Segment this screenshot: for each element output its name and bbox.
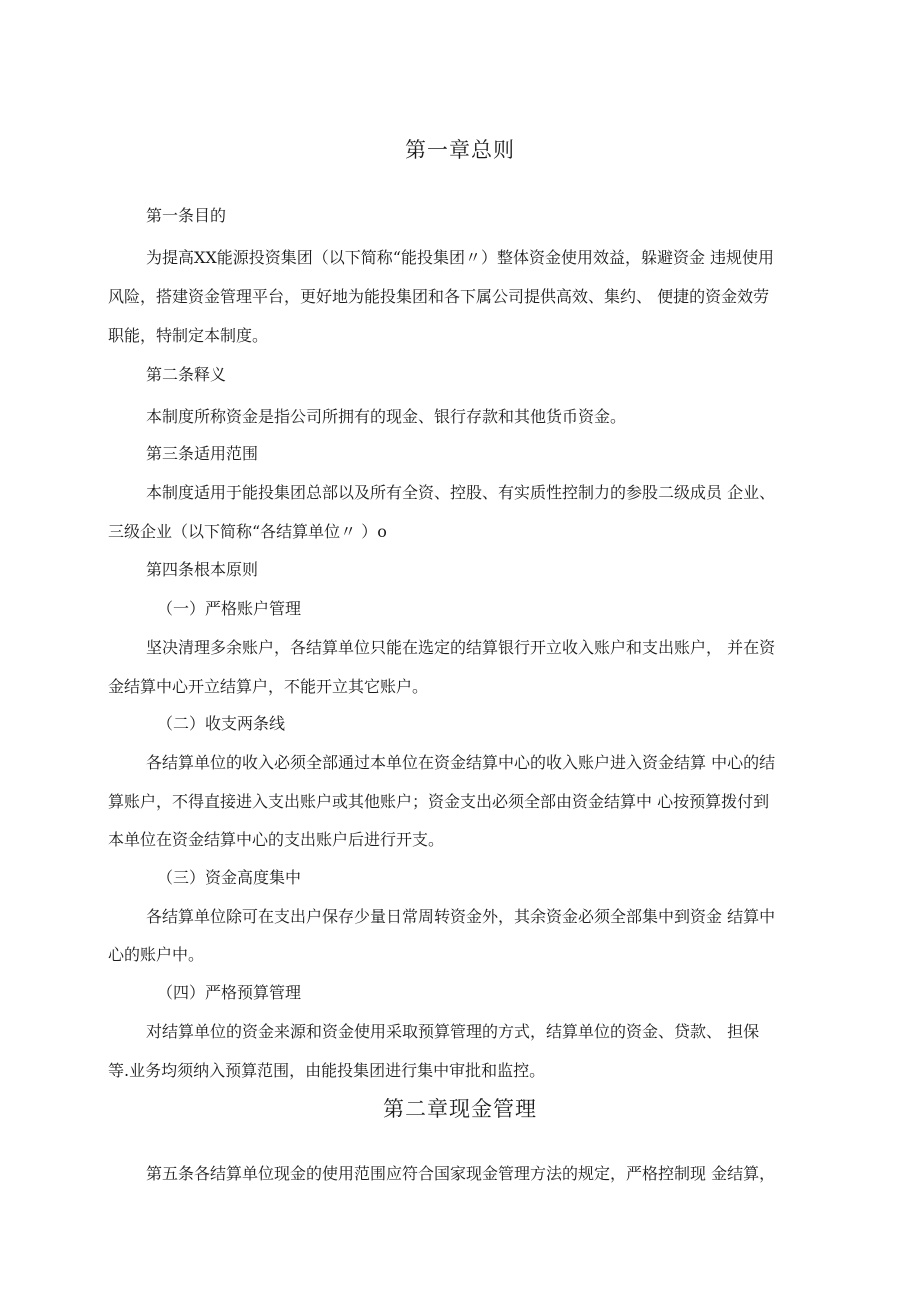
article-3-title: 第三条适用范围 (146, 444, 259, 463)
article-1-line-3: 职能，特制定本制度。 (108, 326, 269, 345)
chapter-2-title: 第二章现金管理 (383, 1097, 537, 1121)
article-1-line-1: 为提高XX能源投资集团（以下简称“能投集团〃）整体资金使用效益，躲避资金 违规使用 (146, 248, 775, 267)
principle-1-line-1: 坚决清理多余账户，各结算单位只能在选定的结算银行开立收入账户和支出账户， 并在资 (146, 638, 776, 657)
article-3-line-2: 三级企业（以下简称“各结算单位〃 ）o (108, 522, 387, 541)
principle-2-line-3: 本单位在资金结算中心的支出账户后进行开支。 (108, 830, 445, 849)
principle-4-line-1: 对结算单位的资金来源和资金使用采取预算管理的方式，结算单位的资金、贷款、 担保 (146, 1022, 760, 1041)
principle-3-line-1: 各结算单位除可在支出户保存少量日常周转资金外，其余资金必须全部集中到资金 结算中 (146, 907, 776, 926)
principle-3-label: （三）资金高度集中 (157, 868, 302, 887)
principle-4-label: （四）严格预算管理 (157, 983, 302, 1002)
principle-2-line-2: 算账户，不得直接进入支出账户或其他账户；资金支出必须全部由资金结算中 心按预算拨付到 (108, 792, 770, 811)
principle-2-label: （二）收支两条线 (157, 714, 286, 733)
article-2-title: 第二条释义 (146, 365, 227, 384)
article-3-line-1: 本制度适用于能投集团总部以及所有全资、控股、有实质性控制力的参股二级成员 企业、 (146, 483, 776, 502)
principle-4-line-2: 等.业务均须纳入预算范围，由能投集团进行集中审批和监控。 (108, 1061, 546, 1080)
chapter-1-title: 第一章总则 (405, 138, 515, 162)
article-2-line-1: 本制度所称资金是指公司所拥有的现金、银行存款和其他货币资金。 (146, 407, 627, 426)
article-4-title: 第四条根本原则 (146, 560, 259, 579)
principle-3-line-2: 心的账户中。 (108, 945, 205, 964)
principle-2-line-1: 各结算单位的收入必须全部通过本单位在资金结算中心的收入账户进入资金结算 中心的结 (146, 753, 776, 772)
principle-1-line-2: 金结算中心开立结算户，不能开立其它账户。 (108, 677, 429, 696)
article-5-line-1: 第五条各结算单位现金的使用范围应符合国家现金管理方法的规定，严格控制现 金结算， (146, 1164, 776, 1183)
article-1-title: 第一条目的 (146, 206, 227, 225)
principle-1-label: （一）严格账户管理 (157, 599, 302, 618)
article-1-line-2: 风险，搭建资金管理平台，更好地为能投集团和各下属公司提供高效、集约、 便捷的资金效劳 (108, 287, 770, 306)
